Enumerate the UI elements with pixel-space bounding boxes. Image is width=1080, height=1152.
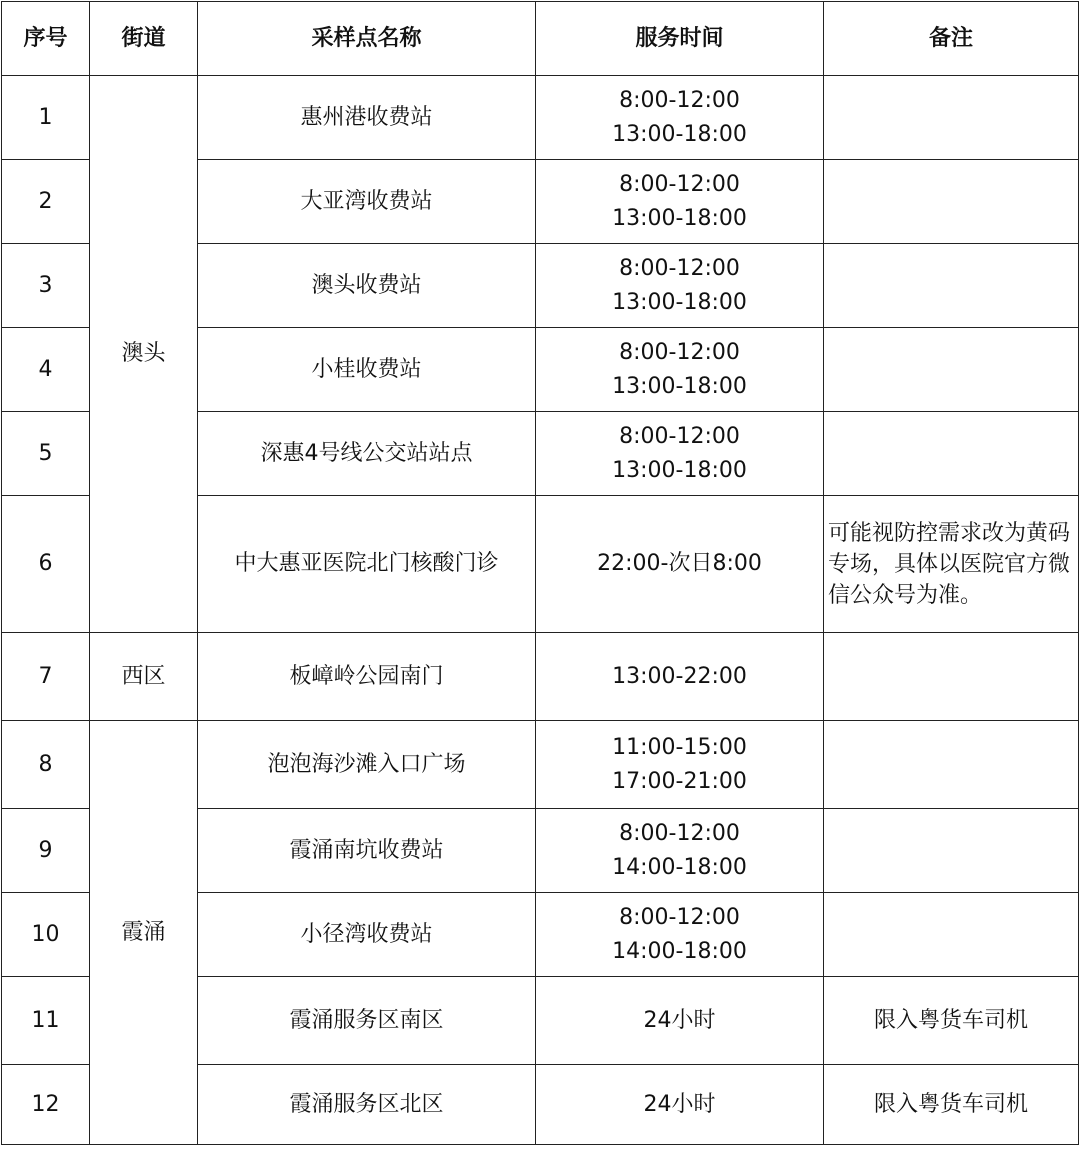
site-cell: 澳头收费站 [198,244,536,328]
hours-line-1: 8:00-12:00 [619,339,740,365]
note-cell: 可能视防控需求改为黄码专场，具体以医院官方微信公众号为准。 [824,496,1079,633]
seq-cell: 2 [2,160,90,244]
site-cell: 霞涌服务区北区 [198,1065,536,1145]
header-street: 街道 [90,2,198,76]
hours-line-1: 8:00-12:00 [619,87,740,113]
hours-cell [536,328,824,412]
hours-line-1: 8:00-12:00 [619,255,740,281]
hours-cell [536,244,824,328]
seq-cell: 5 [2,412,90,496]
site-cell: 小桂收费站 [198,328,536,412]
hours-cell [536,893,824,977]
site-cell: 泡泡海沙滩入口广场 [198,721,536,809]
seq-cell: 3 [2,244,90,328]
site-cell: 板嶂岭公园南门 [198,633,536,721]
hours-line-1: 8:00-12:00 [619,423,740,449]
seq-cell: 8 [2,721,90,809]
hours-line-1: 24小时 [643,1007,716,1033]
header-seq: 序号 [2,2,90,76]
seq-cell: 11 [2,977,90,1065]
street-cell-aotou: 澳头 [90,76,198,633]
hours-line-2: 13:00-18:00 [612,457,747,483]
hours-line-2: 13:00-18:00 [612,121,747,147]
site-cell: 惠州港收费站 [198,76,536,160]
site-cell: 霞涌服务区南区 [198,977,536,1065]
hours-line-2: 13:00-18:00 [612,373,747,399]
hours-line-1: 8:00-12:00 [619,904,740,930]
hours-cell [536,633,824,721]
note-cell [824,160,1079,244]
note-cell [824,328,1079,412]
hours-line-2: 17:00-21:00 [612,768,747,794]
note-cell [824,244,1079,328]
site-cell: 霞涌南坑收费站 [198,809,536,893]
hours-cell [536,160,824,244]
hours-cell [536,977,824,1065]
hours-line-2: 13:00-18:00 [612,205,747,231]
header-note: 备注 [824,2,1079,76]
note-cell [824,721,1079,809]
site-cell: 中大惠亚医院北门核酸门诊 [198,496,536,633]
hours-cell [536,412,824,496]
seq-cell: 10 [2,893,90,977]
hours-line-2: 14:00-18:00 [612,938,747,964]
note-cell [824,893,1079,977]
header-site: 采样点名称 [198,2,536,76]
note-cell [824,809,1079,893]
hours-line-1: 8:00-12:00 [619,171,740,197]
table-row [2,633,1079,721]
note-cell: 限入粤货车司机 [824,977,1079,1065]
note-cell [824,633,1079,721]
street-cell-xiqu: 西区 [90,633,198,721]
seq-cell: 4 [2,328,90,412]
header-row [2,2,1079,76]
table-row [2,721,1079,809]
seq-cell: 12 [2,1065,90,1145]
hours-line-1: 24小时 [643,1091,716,1117]
site-cell: 小径湾收费站 [198,893,536,977]
site-cell: 大亚湾收费站 [198,160,536,244]
hours-cell [536,1065,824,1145]
hours-cell [536,496,824,633]
hours-cell [536,721,824,809]
note-cell [824,412,1079,496]
site-cell: 深惠4号线公交站站点 [198,412,536,496]
table-row [2,76,1079,160]
seq-cell: 1 [2,76,90,160]
hours-line-1: 13:00-22:00 [612,663,747,689]
note-cell [824,76,1079,160]
seq-cell: 6 [2,496,90,633]
hours-line-1: 11:00-15:00 [612,734,747,760]
hours-line-1: 22:00-次日8:00 [597,551,762,576]
hours-cell [536,76,824,160]
hours-line-1: 8:00-12:00 [619,820,740,846]
hours-line-2: 14:00-18:00 [612,854,747,880]
hours-cell [536,809,824,893]
sampling-sites-table [1,1,1079,1145]
hours-line-2: 13:00-18:00 [612,289,747,315]
street-cell-xiachong: 霞涌 [90,721,198,1145]
seq-cell: 9 [2,809,90,893]
seq-cell: 7 [2,633,90,721]
header-hours: 服务时间 [536,2,824,76]
note-cell: 限入粤货车司机 [824,1065,1079,1145]
